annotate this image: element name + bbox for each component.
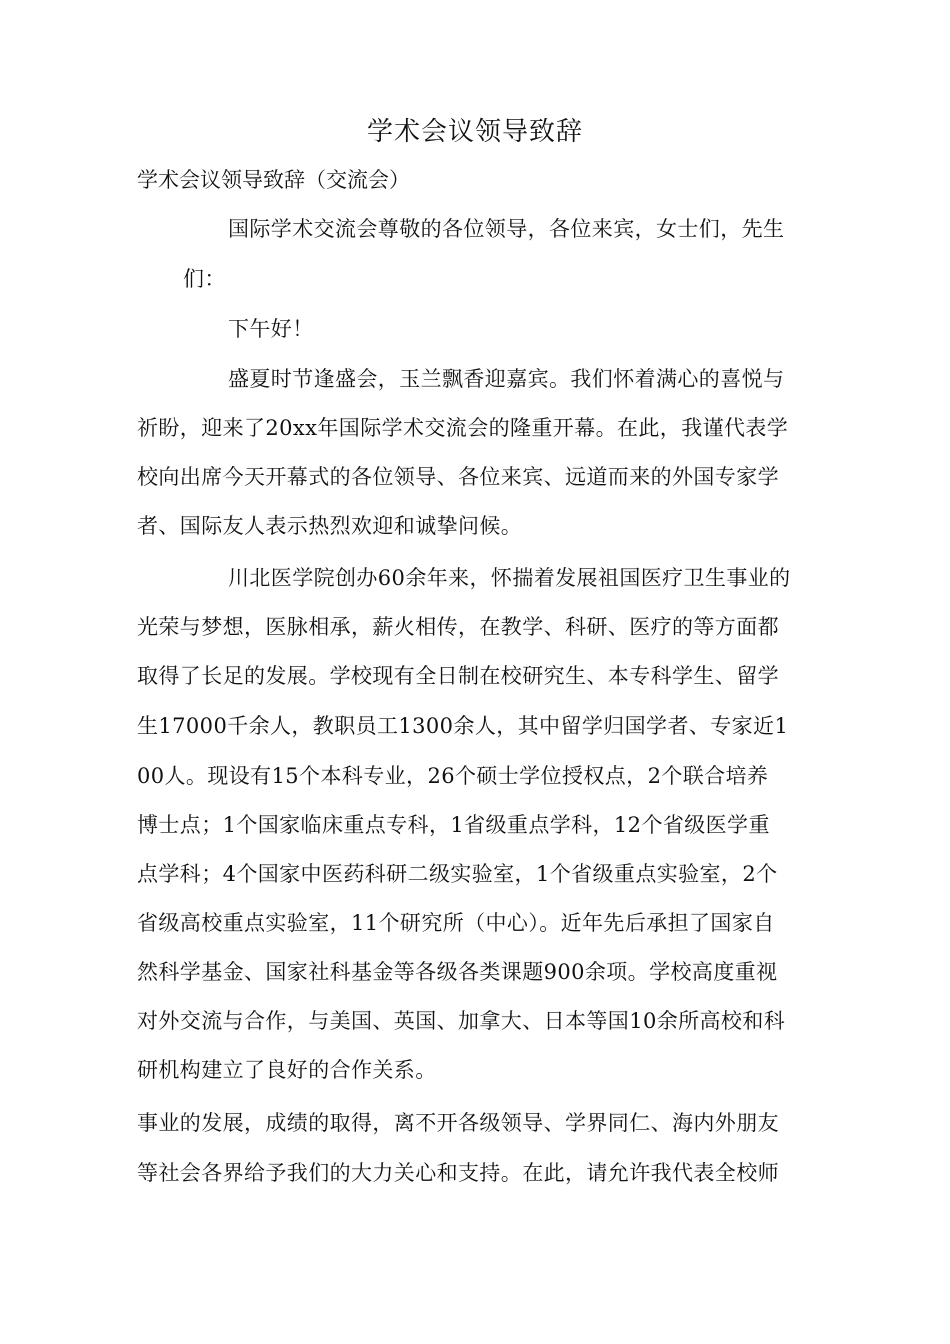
text-line: 对外交流与合作，与美国、英国、加拿大、日本等国10余所高校和科 (137, 1009, 786, 1033)
document-title: 学术会议领导致辞 (366, 117, 583, 147)
text-line: 们： (183, 267, 226, 291)
text-line: 者、国际友人表示热烈欢迎和诚挚问候。 (137, 514, 523, 538)
text-line: 光荣与梦想，医脉相承，薪火相传，在教学、科研、医疗的等方面都 (137, 615, 779, 639)
text-line: 然科学基金、国家社科基金等各级各类课题900余项。学校高度重视 (137, 960, 778, 984)
document-subtitle: 学术会议领导致辞（交流会） (137, 168, 410, 192)
text-line: 等社会各界给予我们的大力关心和支持。在此，请允许我代表全校师 (137, 1161, 779, 1185)
text-line: 祈盼，迎来了20xx年国际学术交流会的隆重开幕。在此，我谨代表学 (137, 416, 789, 440)
text-line: 点学科；4个国家中医药科研二级实验室，1个省级重点实验室，2个 (137, 862, 778, 886)
text-line: 取得了长足的发展。学校现有全日制在校研究生、本专科学生、留学 (137, 664, 779, 688)
text-line: 00人。现设有15个本科专业，26个硕士学位授权点，2个联合培养 (137, 764, 769, 788)
text-line: 校向出席今天开幕式的各位领导、各位来宾、远道而来的外国专家学 (137, 465, 779, 489)
text-line: 省级高校重点实验室，11个研究所（中心）。近年先后承担了国家自 (137, 911, 775, 935)
text-line: 事业的发展，成绩的取得，离不开各级领导、学界同仁、海内外朋友 (137, 1111, 779, 1135)
text-line: 川北医学院创办60余年来，怀揣着发展祖国医疗卫生事业的 (228, 566, 791, 590)
text-line: 国际学术交流会尊敬的各位领导，各位来宾，女士们，先生 (228, 217, 785, 241)
text-line: 研机构建立了良好的合作关系。 (137, 1058, 437, 1082)
text-line: 博士点；1个国家临床重点专科，1省级重点学科，12个省级医学重 (137, 813, 770, 837)
text-line: 生17000千余人，教职员工1300余人，其中留学归国学者、专家近1 (137, 714, 789, 738)
text-line: 盛夏时节逢盛会，玉兰飘香迎嘉宾。我们怀着满心的喜悦与 (228, 367, 785, 391)
text-line: 下午好！ (228, 317, 314, 341)
